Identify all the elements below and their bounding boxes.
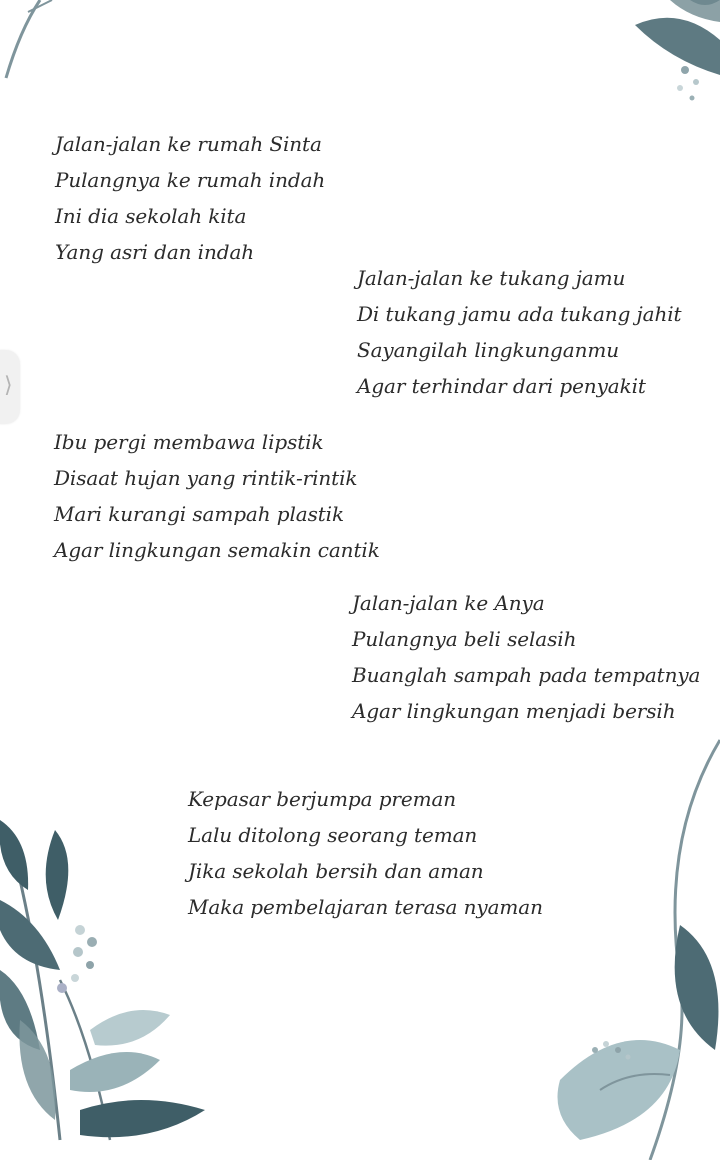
top-left-stem-decoration — [0, 0, 60, 80]
chevron-right-icon: ⟩ — [4, 373, 13, 398]
bottom-right-foliage-decoration — [540, 720, 720, 1160]
stanza-5 — [188, 781, 543, 925]
poem-line: Jalan-jalan ke tukang jamu — [357, 266, 626, 290]
poem-line: Ibu pergi membawa lipstik — [54, 430, 324, 454]
poem-line: Kepasar berjumpa preman — [188, 787, 457, 811]
poem-line: Disaat hujan yang rintik-rintik — [54, 466, 358, 490]
poem-line: Maka pembelajaran terasa nyaman — [188, 895, 543, 919]
bottom-left-foliage-decoration — [0, 800, 220, 1160]
stanza-2 — [357, 260, 681, 404]
poem-line: Buanglah sampah pada tempatnya — [352, 663, 701, 687]
poem-line: Mari kurangi sampah plastik — [54, 502, 344, 526]
top-right-leaf-decoration — [610, 0, 720, 120]
poem-line: Sayangilah lingkunganmu — [357, 338, 619, 362]
stanza-4 — [352, 585, 700, 729]
poem-line: Agar lingkungan menjadi bersih — [352, 699, 676, 723]
poem-line: Jalan-jalan ke rumah Sinta — [55, 132, 322, 156]
poem-line: Yang asri dan indah — [55, 240, 255, 264]
poem-line: Jika sekolah bersih dan aman — [188, 859, 484, 883]
poem-line: Lalu ditolong seorang teman — [188, 823, 478, 847]
poem-line: Agar lingkungan semakin cantik — [54, 538, 380, 562]
stanza-1 — [55, 126, 325, 270]
stanza-3 — [54, 424, 380, 568]
poem-line: Agar terhindar dari penyakit — [357, 374, 646, 398]
poem-line: Ini dia sekolah kita — [55, 204, 247, 228]
poem-line: Pulangnya ke rumah indah — [55, 168, 326, 192]
poem-line: Pulangnya beli selasih — [352, 627, 577, 651]
poem-line: Jalan-jalan ke Anya — [352, 591, 545, 615]
poem-line: Di tukang jamu ada tukang jahit — [357, 302, 682, 326]
side-panel-handle[interactable] — [0, 350, 20, 424]
